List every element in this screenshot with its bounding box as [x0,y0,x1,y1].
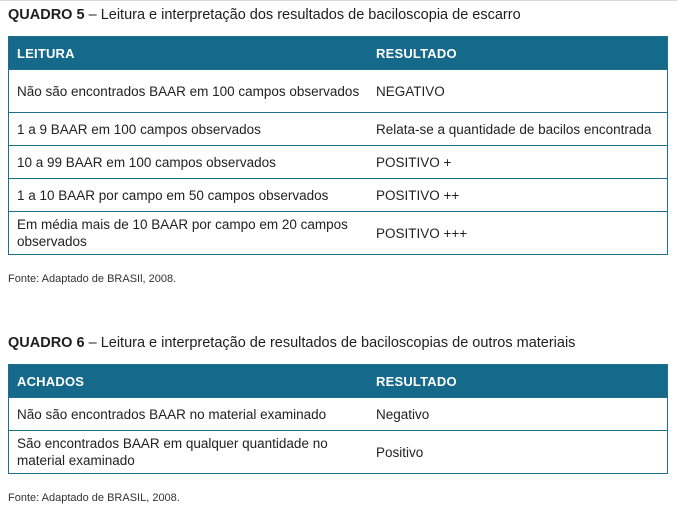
result-cell: Negativo [368,398,668,431]
caption-dash: – [88,335,97,351]
table-row [9,179,668,212]
quadro-5-label: QUADRO 5 [8,7,85,23]
caption-dash: – [88,7,97,23]
top-divider [0,0,677,1]
table-row [9,212,668,255]
result-cell: POSITIVO ++ [368,179,668,212]
quadro-6-section [8,334,668,504]
table-header-row [9,37,668,70]
reading-cell: 10 a 99 BAAR em 100 campos observados [9,146,369,179]
table-row [9,113,668,146]
reading-cell: 1 a 10 BAAR por campo em 50 campos observados [9,179,369,212]
quadro-5-table [8,36,668,255]
quadro-6-table [8,364,668,474]
header-resultado: RESULTADO [368,365,668,398]
reading-cell: Não são encontrados BAAR em 100 campos observados [9,70,369,113]
quadro-6-title: Leitura e interpretação de resultados de baciloscopias de outros materiais [100,335,576,351]
quadro-5-section [8,6,668,285]
reading-cell: Em média mais de 10 BAAR por campo em 20 campos observados [9,212,369,255]
quadro-5-caption [8,6,668,24]
result-cell: NEGATIVO [368,70,668,113]
header-leitura: LEITURA [9,37,369,70]
result-cell: Relata-se a quantidade de bacilos encontrada [368,113,668,146]
table-row [9,431,668,474]
table-row [9,70,668,113]
result-cell: POSITIVO + [368,146,668,179]
header-achados: ACHADOS [9,365,369,398]
reading-cell: 1 a 9 BAAR em 100 campos observados [9,113,369,146]
table-row [9,146,668,179]
result-cell: Positivo [368,431,668,474]
quadro-5-title: Leitura e interpretação dos resultados de baciloscopia de escarro [100,7,521,23]
quadro-5-source: Fonte: Adaptado de BRASIl, 2008. [8,273,177,285]
table-row [9,398,668,431]
result-cell: POSITIVO +++ [368,212,668,255]
quadro-6-source: Fonte: Adaptado de BRASIL, 2008. [8,492,180,504]
header-resultado: RESULTADO [368,37,668,70]
quadro-6-label: QUADRO 6 [8,335,85,351]
finding-cell: Não são encontrados BAAR no material examinado [9,398,369,431]
table-header-row [9,365,668,398]
finding-cell: São encontrados BAAR em qualquer quantidade no material examinado [9,431,369,474]
quadro-6-caption [8,334,668,352]
